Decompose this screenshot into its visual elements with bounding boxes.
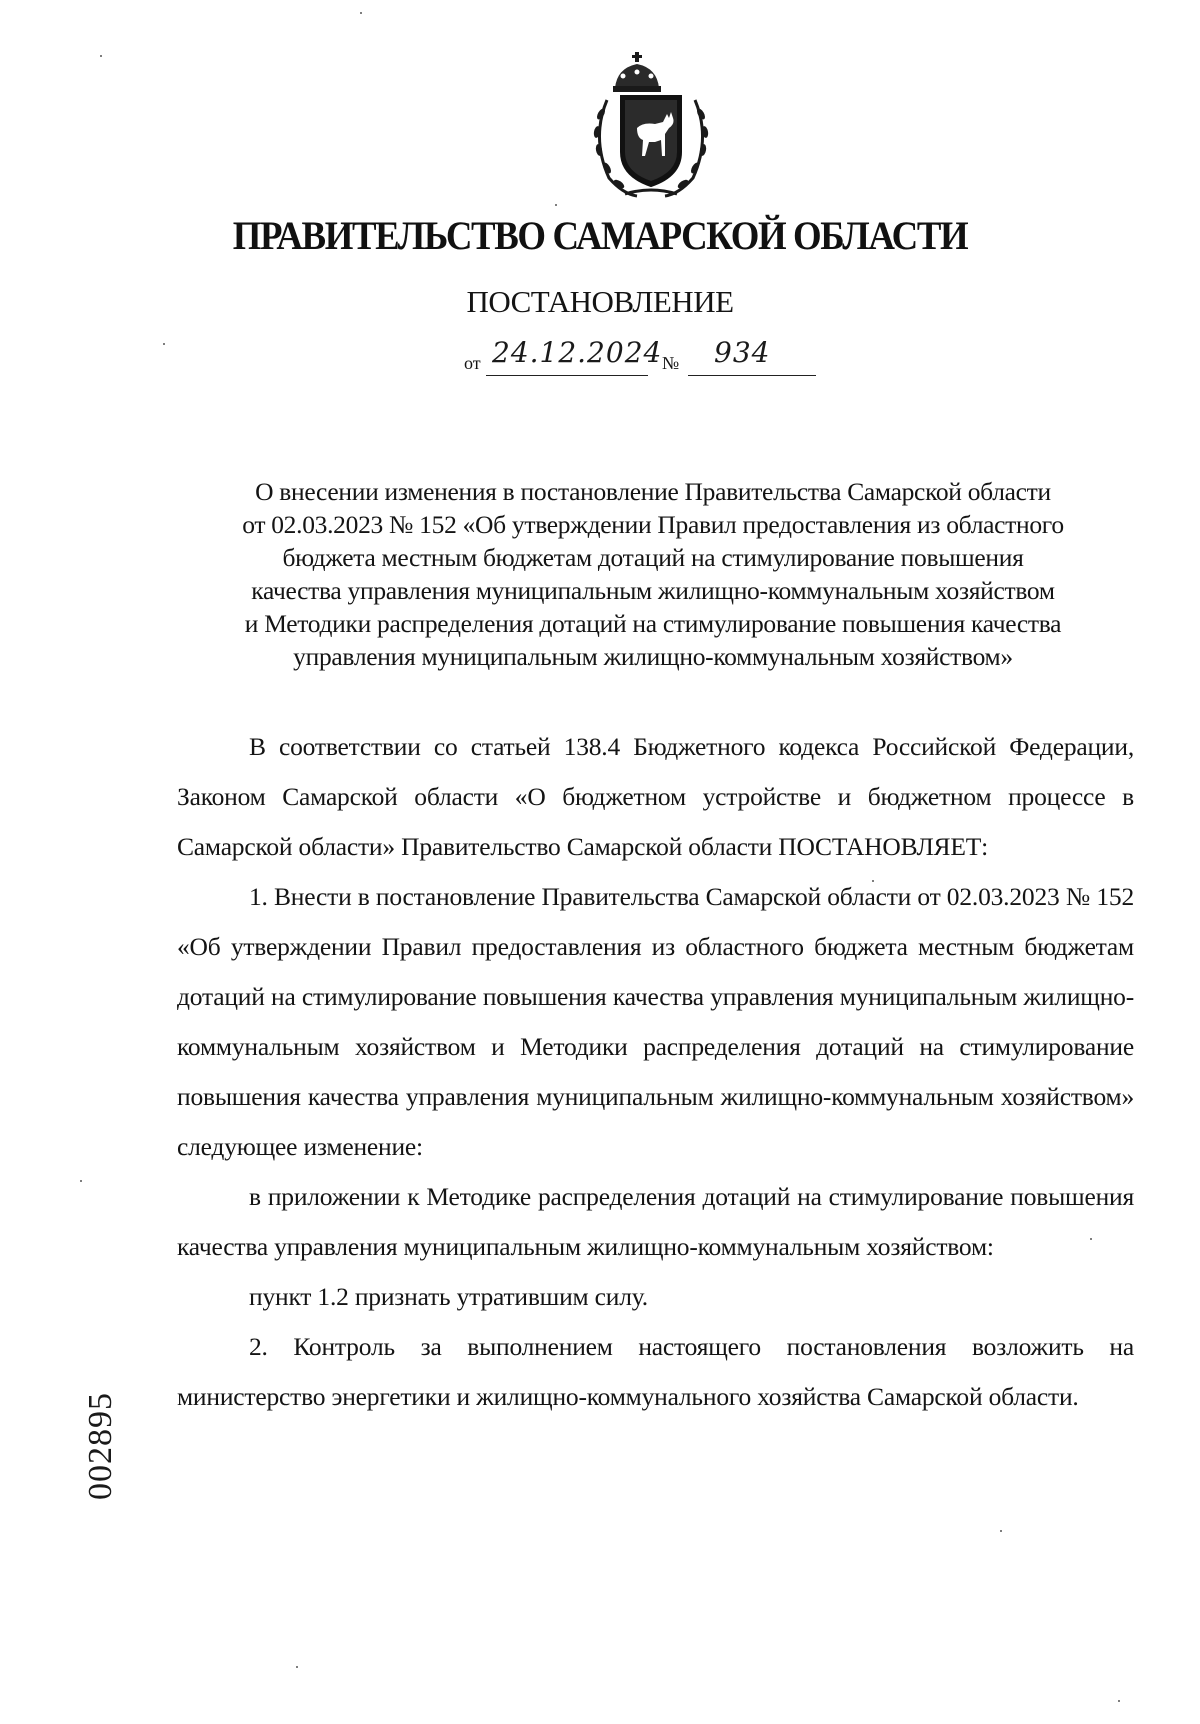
preamble-paragraph: В соответствии со статьей 138.4 Бюджетного кодекса Российской Федерации, Законом Самарской области «О бюджетном устройстве и бюджетном процессе в Самарской области» Правительство Самарской области ПОСТАНОВЛЯЕТ: bbox=[177, 732, 1134, 861]
subject-line: и Методики распределения дотаций на стимулирование повышения качества bbox=[244, 609, 1062, 638]
item-1-paragraph: 1. Внести в постановление Правительства Самарской области от 02.03.2023 № 152 «Об утверждении Правил предоставления из областного бюджета местным бюджетам дотаций на стимулирование повышения качества управления муниципальным жилищно-коммунальным хозяйством и Методики распределения дотаций на стимулирование повышения качества управления муниципальным жилищно-коммунальным хозяйством» следующее изменение: bbox=[177, 882, 1134, 1161]
handwritten-number: 934 bbox=[714, 336, 771, 369]
date-underline bbox=[486, 375, 648, 376]
item-1-point-paragraph: пункт 1.2 признать утратившим силу. bbox=[249, 1282, 648, 1311]
samara-coat-of-arms-icon bbox=[585, 48, 717, 200]
scan-speck bbox=[296, 1666, 298, 1668]
item-2-paragraph: 2. Контроль за выполнением настоящего постановления возложить на министерство энергетики и жилищно-коммунального хозяйства Самарской области. bbox=[177, 1332, 1134, 1411]
organization-title: ПРАВИТЕЛЬСТВО САМАРСКОЙ ОБЛАСТИ bbox=[232, 213, 968, 258]
scan-speck bbox=[100, 55, 102, 57]
subject-line: качества управления муниципальным жилищно-коммунальным хозяйством bbox=[251, 576, 1055, 605]
document-subject bbox=[170, 475, 1136, 673]
subject-line: бюджета местным бюджетам дотаций на стимулирование повышения bbox=[282, 543, 1024, 572]
number-prefix: № bbox=[662, 353, 680, 373]
scan-speck bbox=[1090, 1238, 1092, 1240]
subject-line: управления муниципальным жилищно-коммунальным хозяйством» bbox=[293, 642, 1013, 671]
subject-line: О внесении изменения в постановление Правительства Самарской области bbox=[255, 477, 1051, 506]
scan-speck bbox=[80, 1180, 82, 1182]
scan-speck bbox=[360, 12, 362, 14]
scan-speck bbox=[1000, 1530, 1002, 1532]
scan-speck bbox=[555, 204, 557, 206]
handwritten-date: 24.12.2024 bbox=[492, 336, 663, 369]
subject-line: от 02.03.2023 № 152 «Об утверждении Правил предоставления из областного bbox=[242, 510, 1064, 539]
date-prefix: от bbox=[464, 353, 481, 373]
scan-speck bbox=[872, 880, 874, 882]
date-number-line bbox=[464, 338, 864, 378]
serial-number-stamp: 002895 bbox=[82, 1392, 119, 1500]
scan-speck bbox=[1118, 1700, 1120, 1702]
document-type: ПОСТАНОВЛЕНИЕ bbox=[466, 284, 734, 319]
number-underline bbox=[688, 375, 816, 376]
scan-speck bbox=[163, 343, 165, 345]
document-body bbox=[177, 722, 1134, 1422]
item-1-annex-paragraph: в приложении к Методике распределения дотаций на стимулирование повышения качества управления муниципальным жилищно-коммунальным хозяйством: bbox=[177, 1182, 1134, 1261]
